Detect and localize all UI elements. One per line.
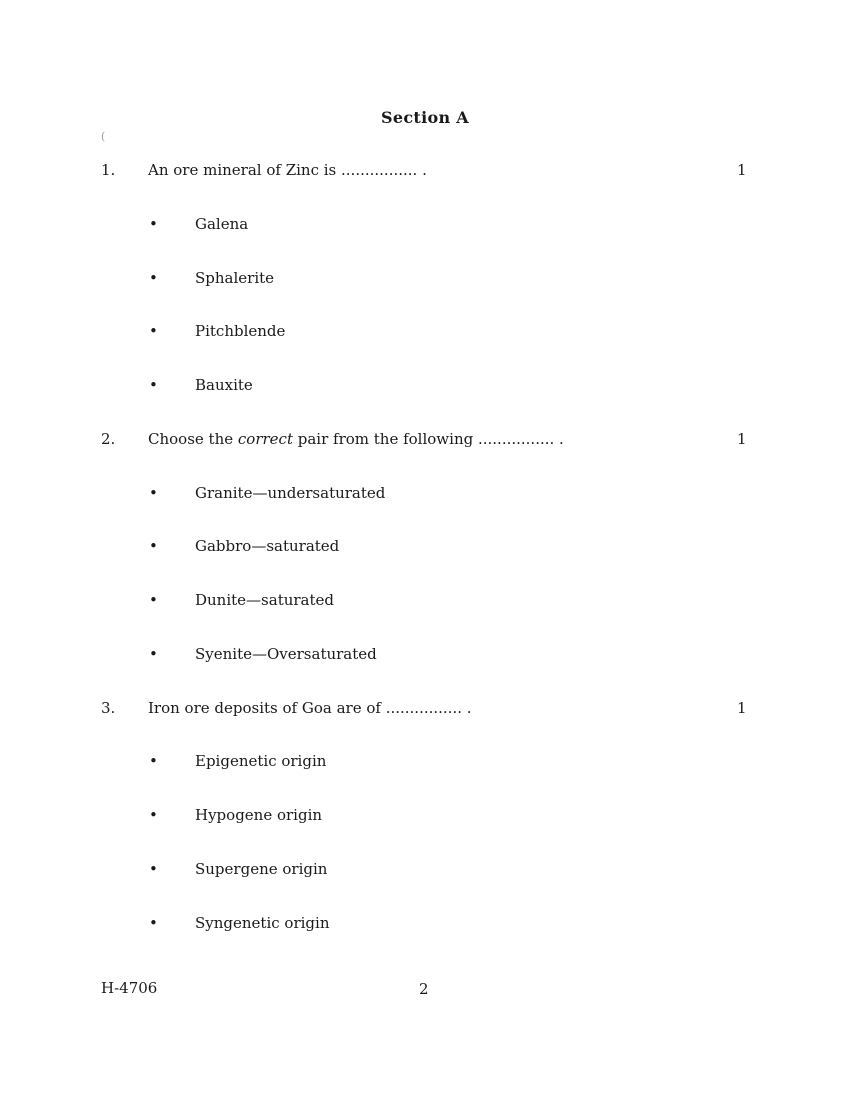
question-1-option-2: Sphalerite — [195, 269, 275, 287]
bullet-2c: • — [149, 591, 158, 609]
question-1-text-start: An ore mineral of Zinc is — [148, 161, 342, 179]
question-1-marks: 1 — [737, 161, 747, 179]
question-2-option-3: Dunite—saturated — [195, 591, 334, 609]
bullet-1c: • — [149, 322, 158, 340]
question-2-text-start: Choose the — [148, 430, 238, 448]
bullet-3b: • — [149, 806, 158, 824]
bullet-2a: • — [149, 484, 158, 502]
question-2-option-4: Syenite—Oversaturated — [195, 645, 377, 663]
paper-code: H-4706 — [101, 979, 158, 997]
question-1-number: 1. — [101, 161, 116, 179]
question-2-option-1: Granite—undersaturated — [195, 484, 386, 502]
bullet-2b: • — [149, 537, 158, 555]
bullet-1d: • — [149, 376, 158, 394]
question-2-text — [148, 430, 564, 448]
question-3-option-3: Supergene origin — [195, 860, 328, 878]
bullet-1b: • — [149, 269, 158, 287]
question-3-number: 3. — [101, 699, 116, 717]
question-3-blank: ................ . — [385, 699, 472, 717]
question-1-option-4: Bauxite — [195, 376, 253, 394]
bullet-3a: • — [149, 752, 158, 770]
question-3-option-1: Epigenetic origin — [195, 752, 327, 770]
scan-mark: ( — [101, 130, 106, 143]
bullet-3c: • — [149, 860, 158, 878]
question-2-text-end: pair from the following — [292, 430, 478, 448]
question-3-marks: 1 — [737, 699, 747, 717]
question-3-text-start: Iron ore deposits of Goa are of — [148, 699, 386, 717]
page-number: 2 — [419, 980, 429, 998]
question-2-emphasis: correct — [237, 430, 293, 448]
section-title: Section A — [381, 108, 469, 127]
question-3-option-4: Syngenetic origin — [195, 914, 330, 932]
bullet-2d: • — [149, 645, 158, 663]
question-2-blank: ................ . — [477, 430, 564, 448]
question-1-text — [148, 161, 427, 179]
question-2-marks: 1 — [737, 430, 747, 448]
question-1-blank: ................ . — [341, 161, 427, 179]
bullet-3d: • — [149, 914, 158, 932]
question-1-option-1: Galena — [195, 215, 249, 233]
bullet-1a: • — [149, 215, 158, 233]
question-2-number: 2. — [101, 430, 116, 448]
question-1-option-3: Pitchblende — [195, 322, 286, 340]
question-2-option-2: Gabbro—saturated — [195, 537, 340, 555]
question-3-text — [148, 699, 472, 717]
question-3-option-2: Hypogene origin — [195, 806, 323, 824]
